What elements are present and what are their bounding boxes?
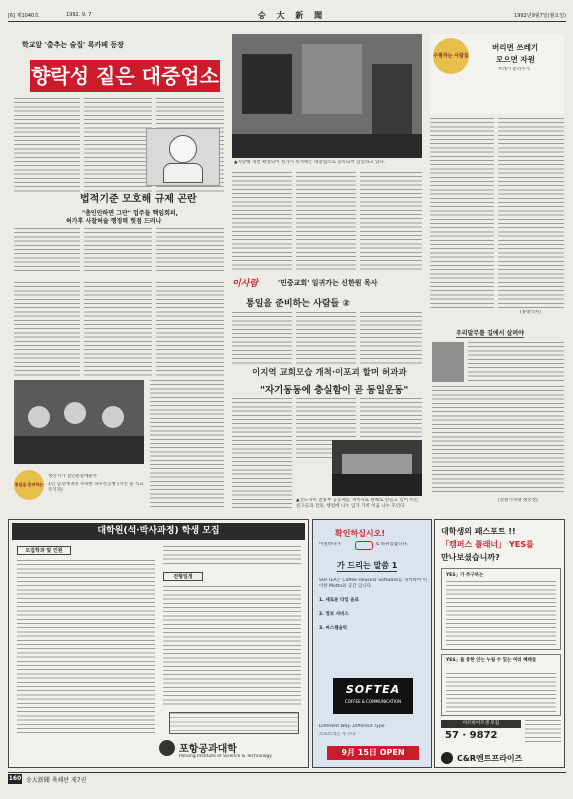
middle-kicker: '민중교회' 일귀가는 신한원 목사 bbox=[278, 279, 378, 287]
campus-side-note bbox=[525, 720, 561, 742]
issue-info: 1992. 9. 7 bbox=[66, 12, 92, 18]
right-title-1: 버리면 쓰레기 bbox=[492, 43, 539, 52]
middle-body-col2 bbox=[84, 282, 152, 376]
middle-body-col10 bbox=[360, 398, 422, 438]
middle-body-col8 bbox=[232, 398, 292, 508]
softea-open-date: 9月 15日 OPEN bbox=[327, 746, 419, 760]
softea-body: SOFTEA는 Coffee House와 Software를 개척하여 이이한 Motto와 공간 입니다. bbox=[319, 578, 427, 589]
middle-body-col1 bbox=[14, 282, 80, 376]
softea-point-3: 3. 씨스템음악 bbox=[319, 626, 348, 631]
campus-phone-label: 아르바이트생 모집 bbox=[441, 720, 521, 728]
softea-ad bbox=[312, 519, 432, 768]
masthead: 숭 大 新 聞 bbox=[258, 11, 327, 20]
middle-headline-2: "자기동동에 충실함이 곧 동일운동" bbox=[260, 385, 409, 396]
campus-info-box bbox=[441, 568, 561, 650]
right-feature-box bbox=[430, 34, 564, 114]
right-credit: (홍대석자) bbox=[520, 310, 541, 315]
left-body-col1b bbox=[14, 228, 80, 274]
right-section-byline: (강원기자대 정궁결) bbox=[498, 498, 538, 503]
school-name: 포항공과대학 bbox=[179, 744, 237, 755]
recruit-field-heading: 모집학과 및 인원 bbox=[17, 546, 71, 555]
campus-phone: 57 · 9872 bbox=[445, 730, 498, 741]
rock-cafe-photo bbox=[232, 34, 422, 158]
middle-badge: 통일을 준비하는 bbox=[14, 470, 44, 500]
campus-title-1: 대학생의 패스포트 !! bbox=[441, 527, 516, 536]
campus-yes-line: YES」가 추구하는 bbox=[446, 573, 484, 578]
photo1-caption-2: 1년 남짓에 4명 사목한 파우선공방 (사진 윤 직교주기자) bbox=[48, 482, 144, 493]
softea-point-1: 1. 새로운 타입 음료 bbox=[319, 598, 359, 603]
softea-logo-icon bbox=[355, 541, 373, 550]
page-number: 160 bbox=[8, 775, 22, 782]
university-ad bbox=[8, 519, 309, 768]
left-subhead-1: 법적기준 모호해 규제 곤란 bbox=[80, 194, 197, 205]
cr-logo-icon bbox=[441, 752, 453, 764]
university-ad-title: 대학원(석·박사과정) 학생 모집 bbox=[12, 523, 305, 540]
left-subhead-2: "춤인안하면 그만" 업주들 핵임회피, bbox=[82, 210, 178, 217]
middle-headline-1: 이지역 교회모습 개척·이포괴 할머 허과과 bbox=[252, 368, 407, 378]
campus-title-3: 만나보셨습니까? bbox=[441, 553, 500, 562]
middle-body-col3 bbox=[156, 282, 224, 376]
left-body-col4 bbox=[232, 172, 292, 272]
right-body-col1 bbox=[430, 118, 494, 308]
softea-slogan-2: 소프트리는 누구나 bbox=[319, 732, 356, 737]
softea-lead: 아철바다가 bbox=[319, 542, 341, 547]
photo2-caption: ▲신도사이 전통부 공동체를 개척사로 원해로 만들고 있어 미인 친구들과 건의, 행점에 나누 입가 가족 이음 나누 모인다 bbox=[296, 498, 419, 509]
footer-text: 숭大新聞 축쇄판 제7권 bbox=[26, 777, 87, 784]
issue-date: 1992년9월7일(월요일) bbox=[514, 13, 566, 19]
university-ad-body-left bbox=[17, 560, 155, 736]
middle-subhead: 통일을 준비하는 사람들 ② bbox=[246, 299, 350, 309]
rock-cafe-photo-caption: ▲지난해 개설 확장되어 성가시 록카페는 대중업소로 등록되어 있있하고 있다. bbox=[234, 160, 386, 165]
left-banner-headline: 향락성 짙은 대중업소 bbox=[30, 60, 220, 92]
softea-lead-2: 로 바뀌었습니다. bbox=[375, 542, 409, 547]
university-ad-body-right-top bbox=[163, 546, 301, 566]
left-body-col5 bbox=[296, 172, 356, 272]
campus-brand: C&R엔트프라이즈 bbox=[457, 754, 523, 763]
right-section-title: 우리말무를 길에서 살려야 bbox=[456, 330, 524, 337]
middle-kicker-logo: 이사람 bbox=[232, 279, 259, 289]
softea-confirm: 확인하십시오! bbox=[335, 529, 386, 538]
left-body-col2b bbox=[84, 228, 152, 274]
left-subhead-3: 허가후 사찰허술 행정력 헛점 드러나 bbox=[66, 218, 162, 225]
page-header bbox=[8, 10, 566, 22]
campus-benefit-box bbox=[441, 654, 561, 716]
schedule-table bbox=[169, 712, 299, 734]
schedule-heading: 전형일정 bbox=[163, 572, 203, 581]
left-kicker: 학교앞 '춤추는 술집' 록카페 등장 bbox=[22, 41, 124, 49]
school-name-en: Pohang Institute of Science & Technology bbox=[179, 754, 272, 759]
middle-body-col5 bbox=[296, 312, 356, 364]
left-body-col6 bbox=[360, 172, 422, 272]
softea-slogan-1: Different Way, Different Type bbox=[319, 724, 385, 729]
softea-points bbox=[319, 598, 427, 632]
photo1-caption: 생산시가 점인운동에운두 bbox=[48, 474, 98, 479]
softea-tagline: COFFEE & COMMUNICATION bbox=[344, 699, 402, 704]
page-footer bbox=[8, 772, 566, 784]
left-body-col1 bbox=[14, 98, 80, 192]
softea-logo bbox=[333, 678, 413, 714]
middle-body-col4 bbox=[232, 312, 292, 364]
softea-brand: SOFTEA bbox=[345, 683, 401, 696]
campus-benefit-lines bbox=[446, 673, 556, 713]
campus-card-heading: YES」를 통한 안는 누릴 수 있는 여러 혜택들 bbox=[446, 658, 537, 663]
right-portrait bbox=[432, 342, 464, 382]
campus-title-2: 「캠퍼스 플래너」 YES를 bbox=[441, 540, 534, 549]
middle-body-col6 bbox=[360, 312, 422, 364]
right-badge: 수필하는 사람들 bbox=[433, 38, 469, 74]
softea-headline: 가 드리는 말씀 1 bbox=[337, 561, 398, 570]
right-body-col3a bbox=[468, 342, 564, 384]
church-photo-2 bbox=[332, 440, 422, 496]
right-title-2: 모으면 자원 bbox=[496, 55, 535, 64]
page-label: [6] 제1040호 bbox=[8, 13, 40, 19]
left-body-col3b bbox=[156, 228, 224, 274]
right-body-col2 bbox=[498, 118, 564, 308]
middle-body-col7 bbox=[150, 380, 224, 508]
cartoon-illustration bbox=[146, 128, 220, 186]
campus-planner-ad bbox=[434, 519, 565, 768]
school-logo-icon bbox=[159, 740, 175, 756]
right-byline: 쓰레기 분리수거 bbox=[498, 67, 530, 72]
campus-info-lines bbox=[446, 581, 556, 645]
church-photo-1 bbox=[14, 380, 144, 464]
university-ad-body-right bbox=[163, 586, 301, 708]
softea-point-2: 2. 정보 서비스 bbox=[319, 612, 349, 617]
left-body-col2 bbox=[84, 98, 152, 192]
right-body-col3b bbox=[432, 386, 564, 494]
